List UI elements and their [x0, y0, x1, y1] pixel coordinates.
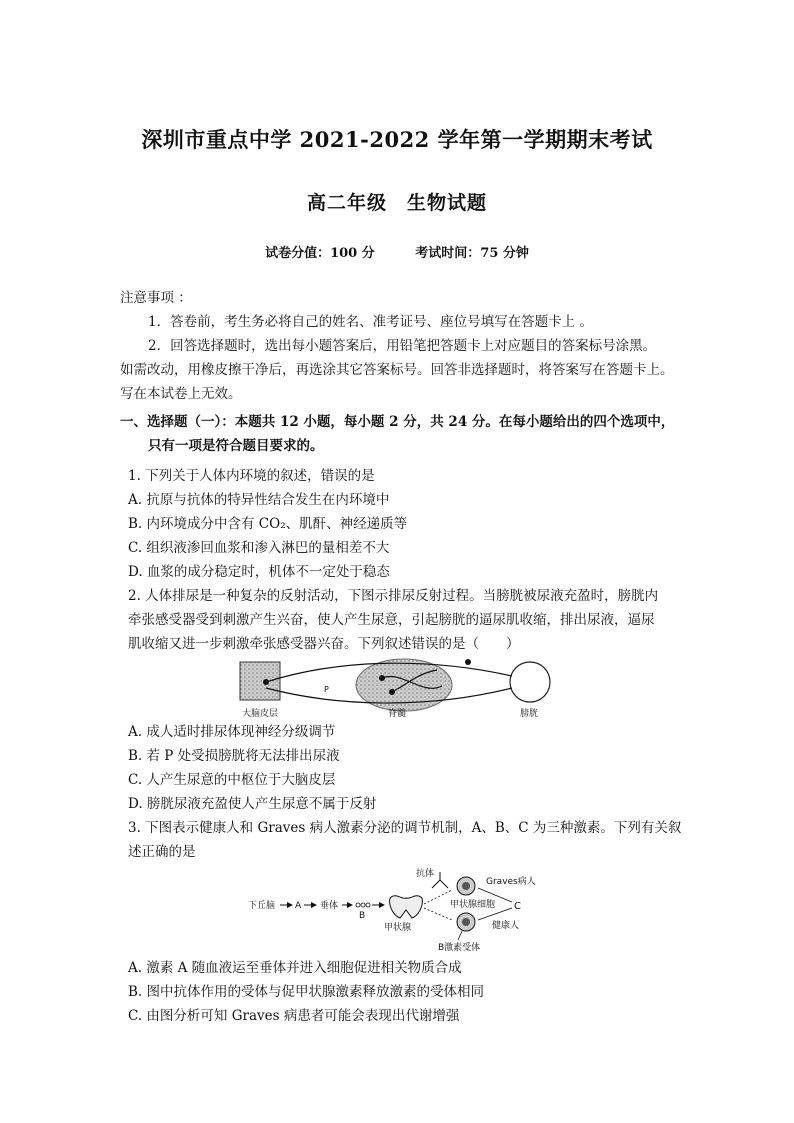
fig-label-cerebral-cortex: 大脑皮层	[242, 709, 279, 719]
cerebral-cortex-shape	[240, 662, 280, 700]
exam-subtitle: 高二年级 生物试题	[306, 192, 487, 214]
q2-stem-line-1: 2. 人体排尿是一种复杂的反射活动，下图示排尿反射过程。当膀胱被尿液充盈时，膀胱内	[128, 588, 659, 604]
q2-stem-line-3: 肌收缩又进一步刺激牵张感受器兴奋。下列叙述错误的是（ ）	[128, 636, 520, 652]
fig-label-healthy: 健康人	[492, 921, 520, 931]
q2-option-b: B. 若 P 处受损膀胱将无法排出尿液	[128, 748, 340, 764]
fig-label-thyroid: 甲状腺	[384, 923, 412, 933]
q1-option-a: A. 抗原与抗体的特异性结合发生在内环境中	[128, 492, 390, 508]
q3-option-b: B. 图中抗体作用的受体与促甲状腺激素释放激素的受体相同	[128, 984, 485, 1000]
notice-item-1: 1．答卷前，考生务必将自己的姓名、准考证号、座位号填写在答题卡上 。	[148, 314, 593, 330]
fig-label-hormone-b: B	[359, 911, 366, 921]
fig-label-thyroid-cell: 甲状腺细胞	[450, 900, 496, 910]
fig-label-b-receptor: B激素受体	[438, 943, 481, 953]
q2-option-d: D. 膀胱尿液充盈使人产生尿意不属于反射	[128, 796, 377, 812]
q2-stem-line-2: 牵张感受器受到刺激产生兴奋，使人产生尿意，引起膀胱的逼尿肌收缩，排出尿液，逼尿	[128, 612, 655, 628]
notice-item-2-line-2: 如需改动，用橡皮擦干净后，再选涂其它答案标号。回答非选择题时，将答案写在答题卡上。	[120, 362, 674, 378]
q2-option-a: A. 成人适时排尿体现神经分级调节	[128, 724, 336, 740]
fig-label-bladder: 膀胱	[520, 709, 539, 719]
fig-label-pituitary: 垂体	[320, 901, 339, 911]
exam-time: 考试时间：75 分钟	[415, 246, 529, 261]
thyroid-regulation-figure	[246, 864, 546, 954]
bladder-shape	[510, 662, 550, 702]
q3-option-a: A. 激素 A 随血液运至垂体并进入细胞促进相关物质合成	[128, 960, 462, 976]
exam-score: 试卷分值：100 分	[265, 246, 375, 261]
q1-option-d: D. 血浆的成分稳定时，机体不一定处于稳态	[128, 564, 390, 580]
fig-label-antibody: 抗体	[416, 869, 435, 879]
fig-label-hormone-a: A	[295, 901, 302, 911]
notice-item-2-line-3: 写在本试卷上无效。	[120, 386, 242, 402]
exam-title: 深圳市重点中学 2021-2022 学年第一学期期末考试	[141, 127, 653, 152]
thyroid-gland-icon	[390, 896, 423, 918]
antibody-icon	[432, 872, 448, 888]
fig-label-graves: Graves病人	[486, 877, 536, 887]
urination-reflex-figure	[232, 656, 562, 720]
q3-stem-line-2: 述正确的是	[128, 844, 196, 860]
exam-meta	[0, 242, 794, 261]
q1-option-c: C. 组织液渗回血浆和渗入淋巴的量相差不大	[128, 540, 390, 556]
q3-stem-line-1: 3. 下图表示健康人和 Graves 病人激素分泌的调节机制，A、B、C 为三种激素。下列有关叙	[128, 820, 682, 836]
fig-label-spinal-cord: 脊髓	[388, 709, 407, 719]
notice-heading: 注意事项 ：	[120, 290, 192, 306]
q1-stem: 1. 下列关于人体内环境的叙述，错误的是	[128, 468, 375, 484]
q2-option-c: C. 人产生尿意的中枢位于大脑皮层	[128, 772, 336, 788]
section-1-heading-line-1: 一、选择题（一）：本题共 12 小题，每小题 2 分，共 24 分。在每小题给出的四个选项中，	[120, 414, 675, 430]
notice-item-2-line-1: 2．回答选择题时，选出每小题答案后，用铅笔把答题卡上对应题目的答案标号涂黑。	[148, 338, 657, 354]
q1-option-b: B. 内环境成分中含有 CO₂、肌酐、神经递质等	[128, 516, 408, 532]
fig-label-p: P	[324, 685, 329, 694]
fig-label-hormone-c: C	[514, 901, 521, 912]
fig-label-hypothalamus: 下丘脑	[248, 901, 276, 911]
section-1-heading-line-2: 只有一项是符合题目要求的。	[148, 438, 324, 454]
q3-option-c: C. 由图分析可知 Graves 病患者可能会表现出代谢增强	[128, 1008, 460, 1024]
